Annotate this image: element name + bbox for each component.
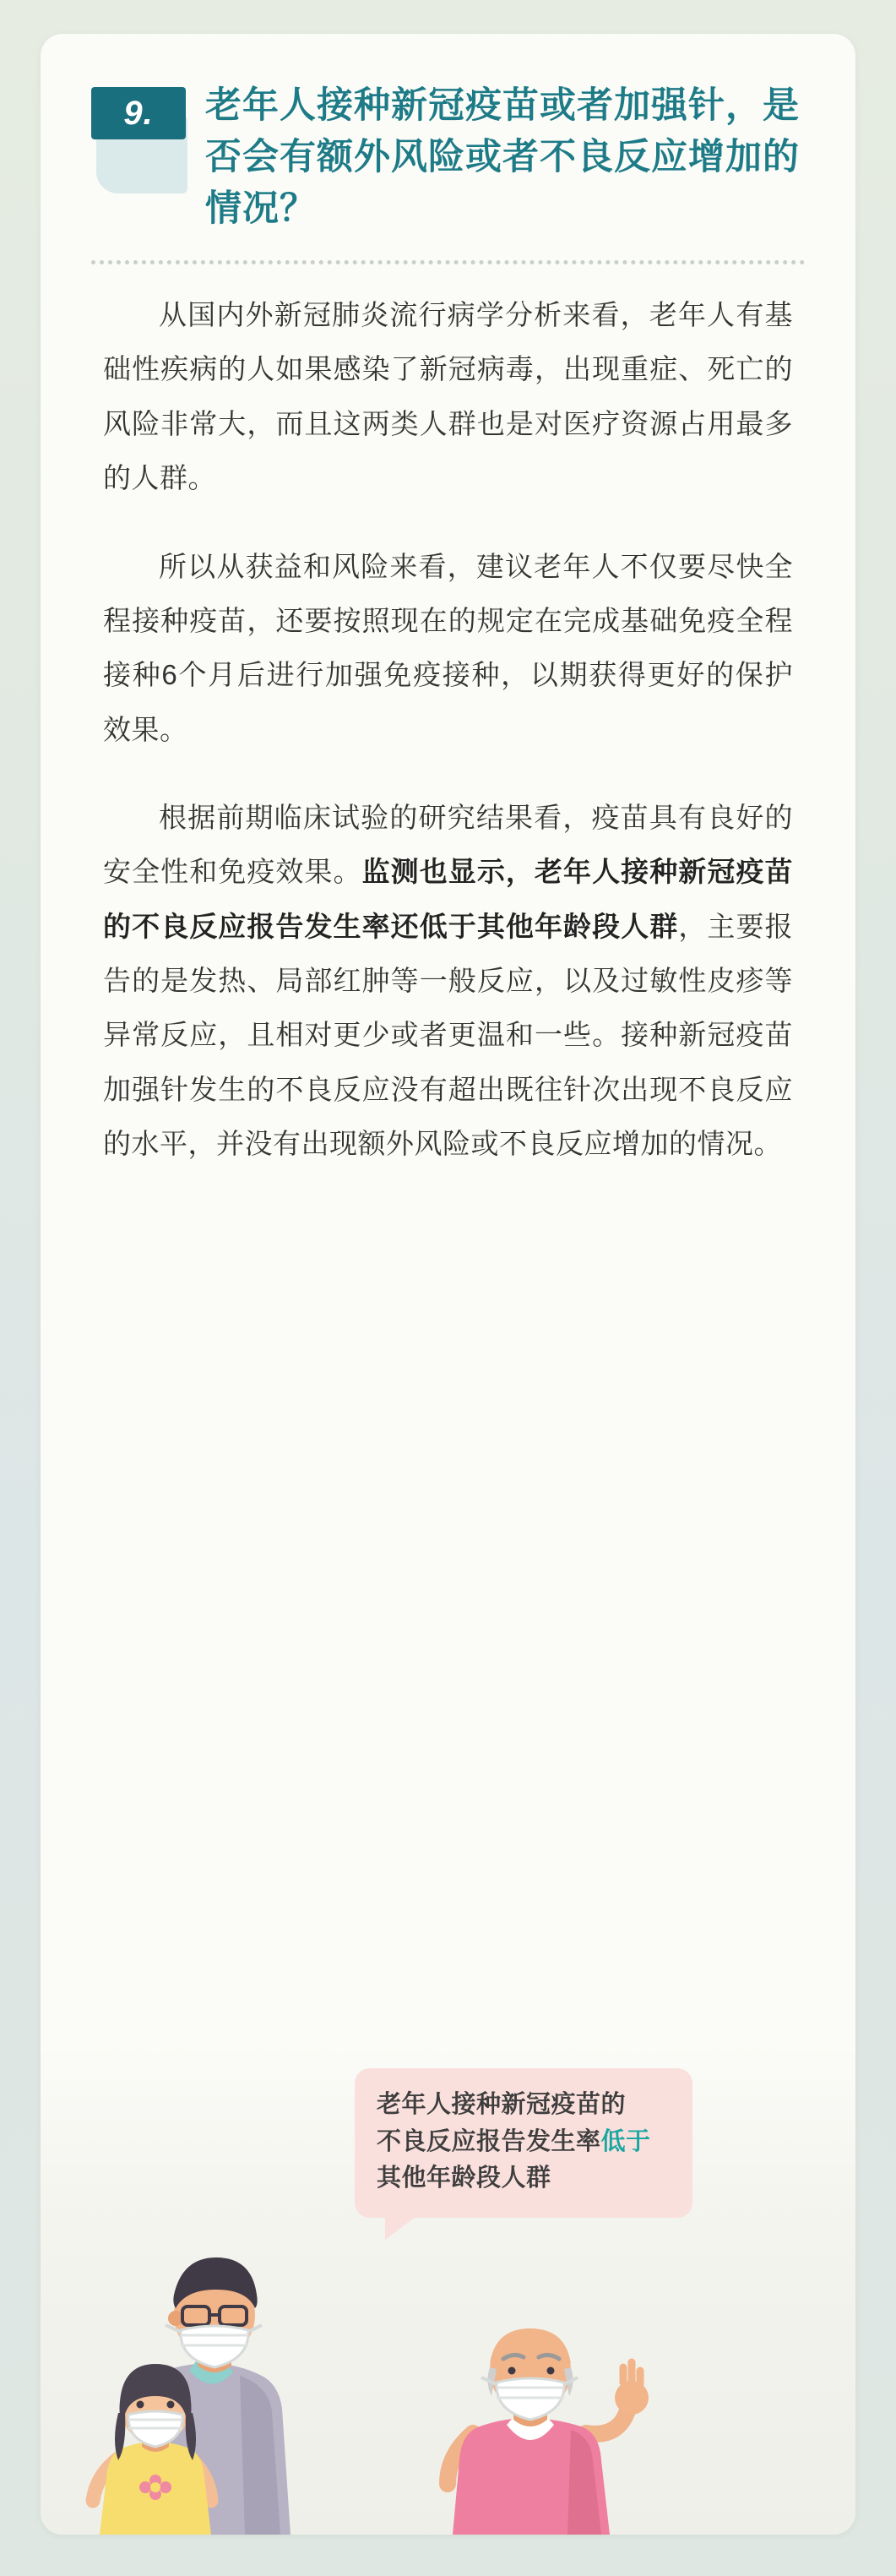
content-card bbox=[41, 34, 855, 2535]
face-mask-icon bbox=[481, 2377, 578, 2420]
paragraph-3-lead: 根据前期临床试验的研究结果看，疫苗具有良好的安全性和免疫效果。 bbox=[103, 801, 793, 888]
people-illustration bbox=[41, 2180, 855, 2535]
paragraph-3-bold-2: 还低于其他年龄段人群 bbox=[390, 910, 679, 942]
paragraph-3 bbox=[103, 791, 793, 1171]
elderly-man-figure bbox=[448, 2328, 649, 2535]
bubble-line-3: 其他年龄段人群 bbox=[377, 2165, 551, 2192]
card-header bbox=[41, 34, 855, 235]
face-mask-icon bbox=[166, 2325, 262, 2367]
paragraph-3-tail: ，主要报告的是发热、局部红肿等一般反应，以及过敏性皮疹等异常反应，且相对更少或者更温和一些。接种新冠疫苗加强针发生的不良反应没有超出既往针次出现不良反应的水平，并没有出现额外风险或不良反应增加的情况。 bbox=[103, 910, 794, 1159]
question-number-badge bbox=[91, 87, 186, 139]
paragraph-3-bold-1: 监测也显示，老年人接种新冠疫苗的不良反应报告发生率 bbox=[103, 856, 794, 942]
bubble-line-2 bbox=[377, 2124, 671, 2161]
page-title: 老年人接种新冠疫苗或者加强针，是否会有额外风险或者不良反应增加的情况？ bbox=[205, 85, 800, 230]
bubble-line-2-a: 不良反应报告发生率 bbox=[377, 2127, 601, 2155]
article-body bbox=[41, 264, 855, 1171]
footer-strip bbox=[0, 2539, 896, 2576]
illustration-area bbox=[41, 2045, 855, 2535]
paragraph-1: 从国内外新冠肺炎流行病学分析来看，老年人有基础性疾病的人如果感染了新冠病毒，出现重症、死亡的风险非常大，而且这两类人群也是对医疗资源占用最多的人群。 bbox=[103, 299, 793, 494]
paragraph-2: 所以从获益和风险来看，建议老年人不仅要尽快全程接种疫苗，还要按照现在的规定在完成基础免疫全程接种6个月后进行加强免疫接种，以期获得更好的保护效果。 bbox=[103, 550, 793, 745]
bubble-line-1: 老年人接种新冠疫苗的 bbox=[377, 2091, 627, 2118]
bubble-line-2-highlight: 低于 bbox=[600, 2127, 651, 2155]
question-number: 9. bbox=[123, 95, 154, 132]
